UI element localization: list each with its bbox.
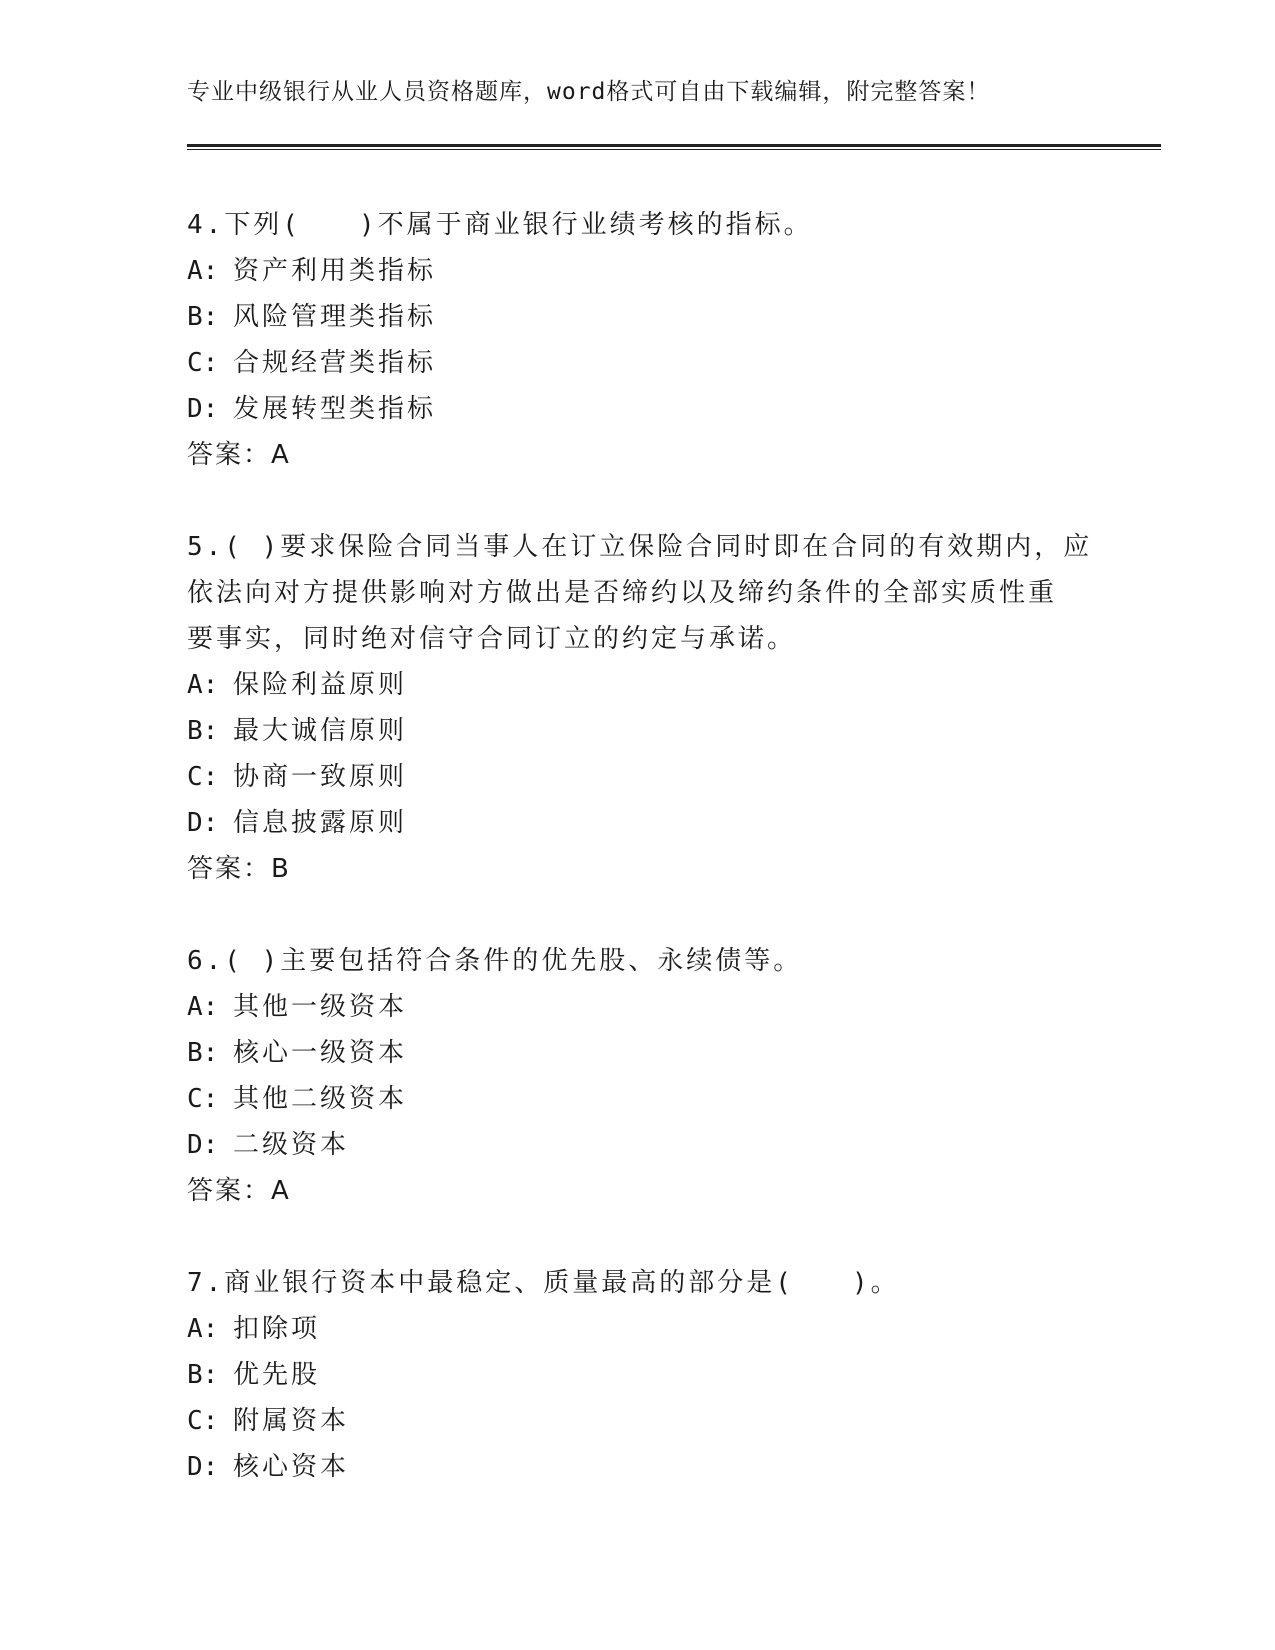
option-c (187, 754, 1087, 800)
option-letter: B: (187, 302, 219, 332)
option-b (187, 294, 1087, 340)
option-letter: C: (187, 762, 219, 792)
option-letter: D: (187, 1130, 219, 1160)
option-text: 二级资本 (233, 1130, 350, 1160)
option-a (187, 248, 1087, 294)
option-c (187, 340, 1087, 386)
option-c (187, 1076, 1087, 1122)
option-letter: A: (187, 256, 219, 286)
question-7 (187, 1260, 1087, 1490)
option-text: 最大诚信原则 (233, 716, 408, 746)
question-stem: 5.( )要求保险合同当事人在订立保险合同时即在合同的有效期内，应 (187, 532, 1093, 562)
question-stem: 7.商业银行资本中最稳定、质量最高的部分是( )。 (187, 1268, 900, 1298)
question-stem: 依法向对方提供影响对方做出是否缔约以及缔约条件的全部实质性重 (187, 578, 1058, 608)
option-d (187, 386, 1087, 432)
option-a (187, 984, 1087, 1030)
option-text: 风险管理类指标 (233, 302, 437, 332)
option-letter: A: (187, 1314, 219, 1344)
option-letter: A: (187, 670, 219, 700)
header-divider (187, 144, 1161, 150)
option-text: 核心资本 (233, 1452, 350, 1482)
answer-line: 答案：B (187, 854, 291, 884)
option-letter: B: (187, 1038, 219, 1068)
option-a (187, 1306, 1087, 1352)
option-letter: B: (187, 1360, 219, 1390)
question-stem: 4.下列( )不属于商业银行业绩考核的指标。 (187, 210, 813, 240)
option-text: 附属资本 (233, 1406, 350, 1436)
option-b (187, 708, 1087, 754)
option-text: 信息披露原则 (233, 808, 408, 838)
option-c (187, 1398, 1087, 1444)
option-letter: C: (187, 1084, 219, 1114)
option-b (187, 1352, 1087, 1398)
option-text: 其他一级资本 (233, 992, 408, 1022)
page-header: 专业中级银行从业人员资格题库，word格式可自由下载编辑，附完整答案！ (187, 79, 991, 105)
question-4 (187, 202, 1087, 478)
option-letter: B: (187, 716, 219, 746)
option-letter: C: (187, 348, 219, 378)
answer-line: 答案：A (187, 440, 291, 470)
question-stem: 要事实，同时绝对信守合同订立的约定与承诺。 (187, 624, 797, 654)
option-d (187, 800, 1087, 846)
option-letter: D: (187, 1452, 219, 1482)
question-6 (187, 938, 1087, 1214)
option-text: 合规经营类指标 (233, 348, 437, 378)
option-d (187, 1444, 1087, 1490)
option-d (187, 1122, 1087, 1168)
option-text: 其他二级资本 (233, 1084, 408, 1114)
option-text: 保险利益原则 (233, 670, 408, 700)
option-text: 发展转型类指标 (233, 394, 437, 424)
option-letter: C: (187, 1406, 219, 1436)
option-text: 优先股 (233, 1360, 321, 1390)
option-a (187, 662, 1087, 708)
option-text: 核心一级资本 (233, 1038, 408, 1068)
option-text: 扣除项 (233, 1314, 321, 1344)
answer-line: 答案：A (187, 1176, 291, 1206)
question-stem: 6.( )主要包括符合条件的优先股、永续债等。 (187, 946, 803, 976)
option-text: 协商一致原则 (233, 762, 408, 792)
option-text: 资产利用类指标 (233, 256, 437, 286)
option-letter: A: (187, 992, 219, 1022)
option-letter: D: (187, 394, 219, 424)
option-b (187, 1030, 1087, 1076)
question-5 (187, 524, 1093, 892)
question-list (187, 202, 1093, 1536)
option-letter: D: (187, 808, 219, 838)
